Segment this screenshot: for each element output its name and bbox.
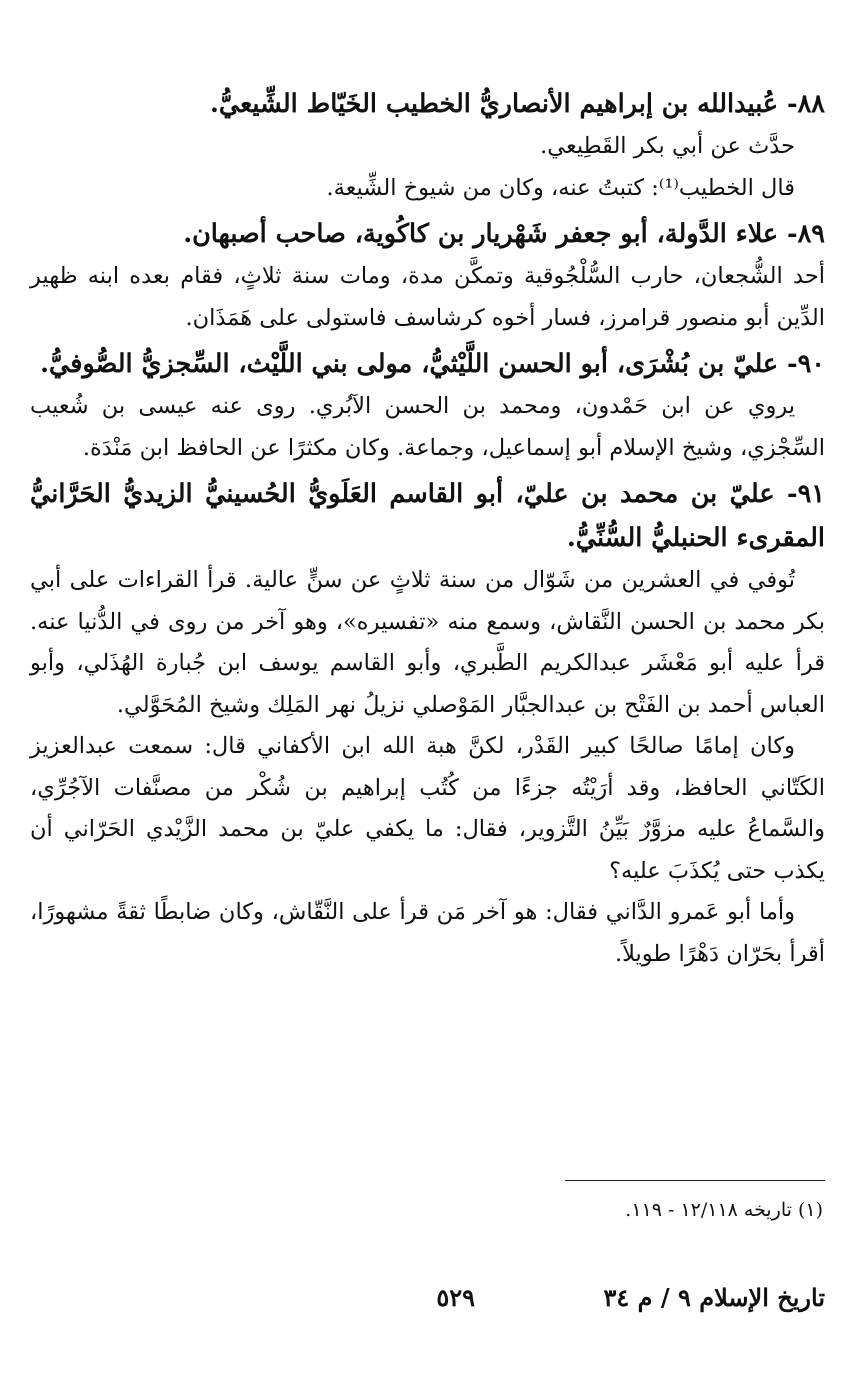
entry-89-paragraph-1: أحد الشُّجعان، حارب السُّلْجُوقية وتمكَّن مدة، ومات سنة ثلاثٍ، فقام بعده ابنه ظهير الدِّين أبو منصور قرامرز، فسار أخوه كرشاسف فاستولى على هَمَذَان. bbox=[30, 263, 825, 331]
entry-91-paragraph-3: وأما أبو عَمرو الدَّاني فقال: هو آخر مَن قرأ على النَّقّاش، وكان ضابطًا ثقةً مشهورًا، أقرأ بحَرّان دَهْرًا طويلاً. bbox=[30, 899, 825, 967]
page-footer bbox=[30, 1283, 825, 1323]
entry-90-paragraph-1: يروي عن ابن حَمْدون، ومحمد بن الحسن الآبُري. روى عنه عيسى بن شُعيب السِّجْزي، وشيخ الإسلام أبو إسماعيل، وجماعة. وكان مكثرًا عن الحافظ ابن مَنْدَة. bbox=[30, 393, 825, 461]
footnote: (١) تاريخه ١٢/١١٨ - ١١٩. bbox=[625, 1199, 823, 1221]
entry-88-paragraph-2: قال الخطيب⁽¹⁾: كتبتُ عنه، وكان من شيوخ الشِّيعة. bbox=[326, 174, 795, 201]
page-number: ٥٢٩ bbox=[436, 1283, 475, 1312]
entry-91-paragraph-2: وكان إمامًا صالحًا كبير القَدْر، لكنَّ هبة الله ابن الأكفاني قال: سمعت عبدالعزيز الكَتّاني الحافظ، وقد أرَيْتُه جزءًا من كُتُب إبراهيم بن شُكْر من مصنَّفات الآجُرِّي، والسَّماعُ عليه مزوَّرٌ بَيِّنُ التَّزوير، فقال: ما يكفي عليّ بن محمد الزَّيْدي الحَرّاني أن يكذب حتى يُكذَبَ عليه؟ bbox=[30, 733, 825, 884]
entry-90-heading: ٩٠- عليّ بن بُشْرَى، أبو الحسن اللَّيْثيُّ، مولى بني اللَّيْث، السِّجزيُّ الصُّوفيُّ. bbox=[40, 349, 825, 379]
entry-91-paragraph-1: تُوفي في العشرين من شَوّال من سنة ثلاثٍ عن سنٍّ عالية. قرأ القراءات على أبي بكر محمد بن الحسن النَّقاش، وسمع منه «تفسيره»، وهو آخر من روى في الدُّنيا عنه. قرأ عليه أبو مَعْشَر عبدالكريم الطَّبري، وأبو القاسم يوسف ابن جُبارة الهُذَلي، وأبو العباس أحمد بن الفَتْح بن عبدالجبَّار المَوْصلي نزيلُ نهر المَلِك وشيخ المُحَوَّلي. bbox=[30, 567, 825, 718]
entry-89-heading: ٨٩- علاء الدَّولة، أبو جعفر شَهْريار بن كاكُوية، صاحب أصبهان. bbox=[183, 219, 825, 249]
entry-88-heading: ٨٨- عُبيدالله بن إبراهيم الأنصاريُّ الخطيب الخَيّاط الشِّيعيُّ. bbox=[210, 89, 825, 119]
entry-88-paragraph-1: حدَّث عن أبي بكر القَطِيعي. bbox=[540, 133, 795, 159]
footer-book-title: تاريخ الإسلام ٩ / م ٣٤ bbox=[603, 1283, 825, 1312]
footnote-divider bbox=[565, 1180, 825, 1181]
entry-91-heading: ٩١- عليّ بن محمد بن عليّ، أبو القاسم العَلَويُّ الحُسينيُّ الزيديُّ الحَرَّانيُّ المقرىء الحنبليُّ السُّنِّيُّ. bbox=[30, 479, 825, 553]
